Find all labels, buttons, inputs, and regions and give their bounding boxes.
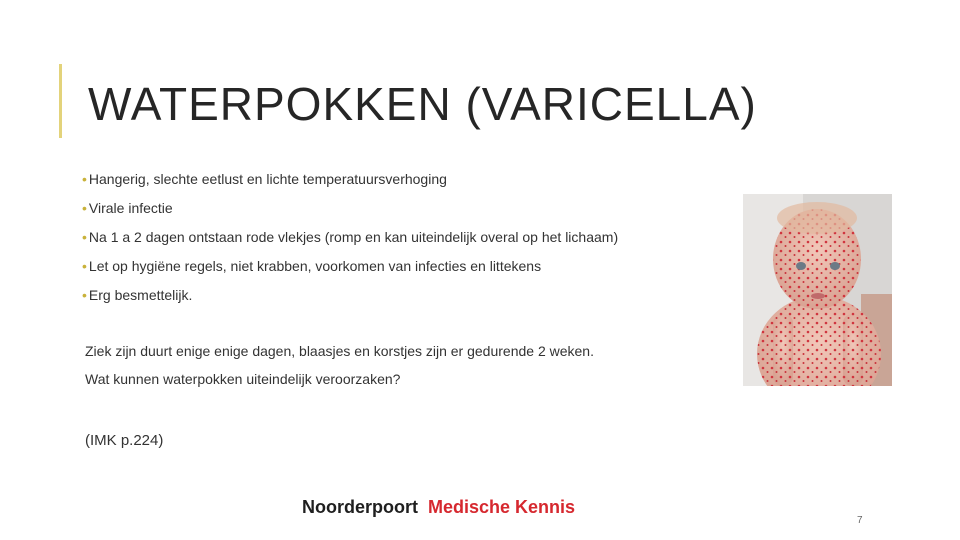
bullet-item	[82, 228, 618, 257]
photo-illustration	[743, 194, 892, 386]
bullet-item	[82, 286, 618, 315]
bullet-symbol: •	[82, 287, 87, 303]
logo-brand-text: Noorderpoort	[302, 497, 418, 517]
duration-paragraph: Ziek zijn duurt enige enige dagen, blaasjes en korstjes zijn er gedurende 2 weken.	[85, 343, 594, 359]
bullet-item	[82, 257, 618, 286]
bullet-text: Erg besmettelijk.	[88, 287, 193, 303]
title-accent-bar	[59, 64, 62, 138]
bullet-text: Let op hygiëne regels, niet krabben, voorkomen van infecties en littekens	[88, 258, 542, 274]
bullet-symbol: •	[82, 171, 87, 187]
bullet-text: Virale infectie	[88, 200, 173, 216]
bullet-symbol: •	[82, 200, 87, 216]
reference-text: (IMK p.224)	[85, 432, 164, 449]
bullet-text: Hangerig, slechte eetlust en lichte temperatuursverhoging	[88, 171, 447, 187]
bullet-item	[82, 199, 618, 228]
bullet-text: Na 1 a 2 dagen ontstaan rode vlekjes (romp en kan uiteindelijk overal op het lichaam)	[88, 229, 619, 245]
question-paragraph: Wat kunnen waterpokken uiteindelijk veroorzaken?	[85, 371, 401, 387]
bullet-item	[82, 170, 618, 199]
page-number: 7	[857, 515, 863, 526]
logo-subtitle-text: Medische Kennis	[428, 497, 576, 517]
bullet-list	[82, 170, 618, 315]
bullet-symbol: •	[82, 229, 87, 245]
child-chickenpox-photo	[743, 194, 892, 386]
bullet-symbol: •	[82, 258, 87, 274]
noorderpoort-logo	[302, 497, 575, 518]
slide-title: WATERPOKKEN (VARICELLA)	[88, 78, 757, 130]
